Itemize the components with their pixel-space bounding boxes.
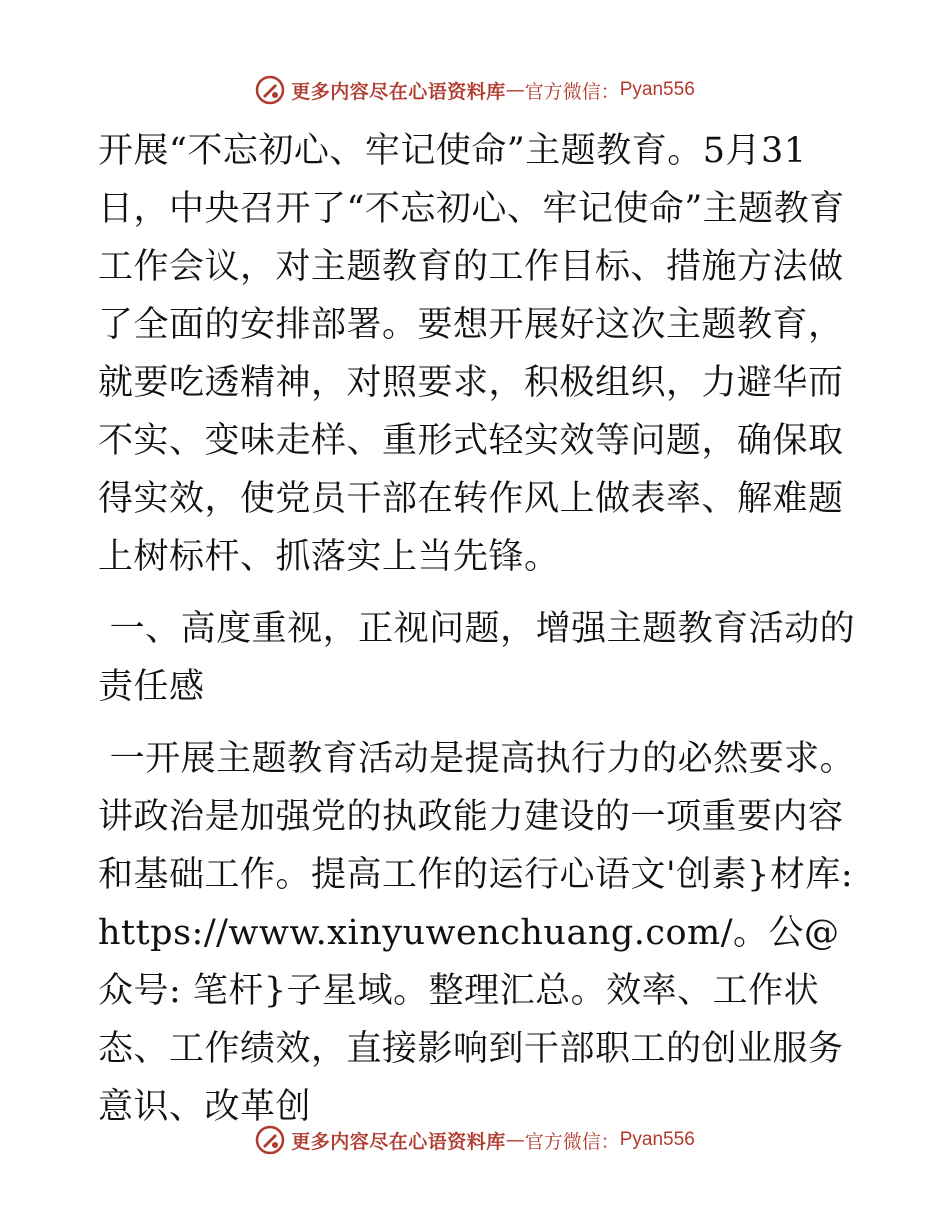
brand-name: 更多内容尽在心语资料库 — [291, 80, 506, 103]
banner-separator: — — [505, 1129, 525, 1151]
footer-banner — [0, 1120, 950, 1160]
header-banner — [0, 70, 950, 110]
brand-logo-icon — [255, 1125, 285, 1155]
wechat-label: 官方微信： — [524, 1130, 620, 1153]
section-heading: 一、高度重视，正视问题，增强主题教育活动的责任感 — [98, 609, 856, 707]
wechat-id: Pyan556 — [619, 1129, 695, 1150]
brand-name: 更多内容尽在心语资料库 — [291, 1130, 506, 1153]
document-body — [98, 122, 865, 1136]
paragraph-intro: 开展“不忘初心、牢记使命”主题教育。5月31日，中央召开了“不忘初心、牢记使命”主题教育工作会议，对主题教育的工作目标、措施方法做了全面的安排部署。要想开展好这次主题教育，就要吃透精神，对照要求，积极组织，力避华而不实、变味走样、重形式轻实效等问题，确保取得实效，使党员干部在转作风上做表率、解难题上树标杆、抓落实上当先锋。 — [98, 131, 845, 577]
brand-logo-icon — [255, 75, 285, 105]
paragraph-body: 一开展主题教育活动是提高执行力的必然要求。讲政治是加强党的执政能力建设的一项重要内容和基础工作。提高工作的运行心语文'创素}材库: https://www.xinyuwenchuang.com/。公@众号: 笔杆}子星域。整理汇总。效率、工作状态、工作绩效，直接影响到干部职工的创业服务意识、改革创 — [98, 739, 865, 1127]
wechat-label: 官方微信： — [524, 80, 620, 103]
banner-separator: — — [505, 79, 525, 101]
wechat-id: Pyan556 — [619, 79, 695, 100]
